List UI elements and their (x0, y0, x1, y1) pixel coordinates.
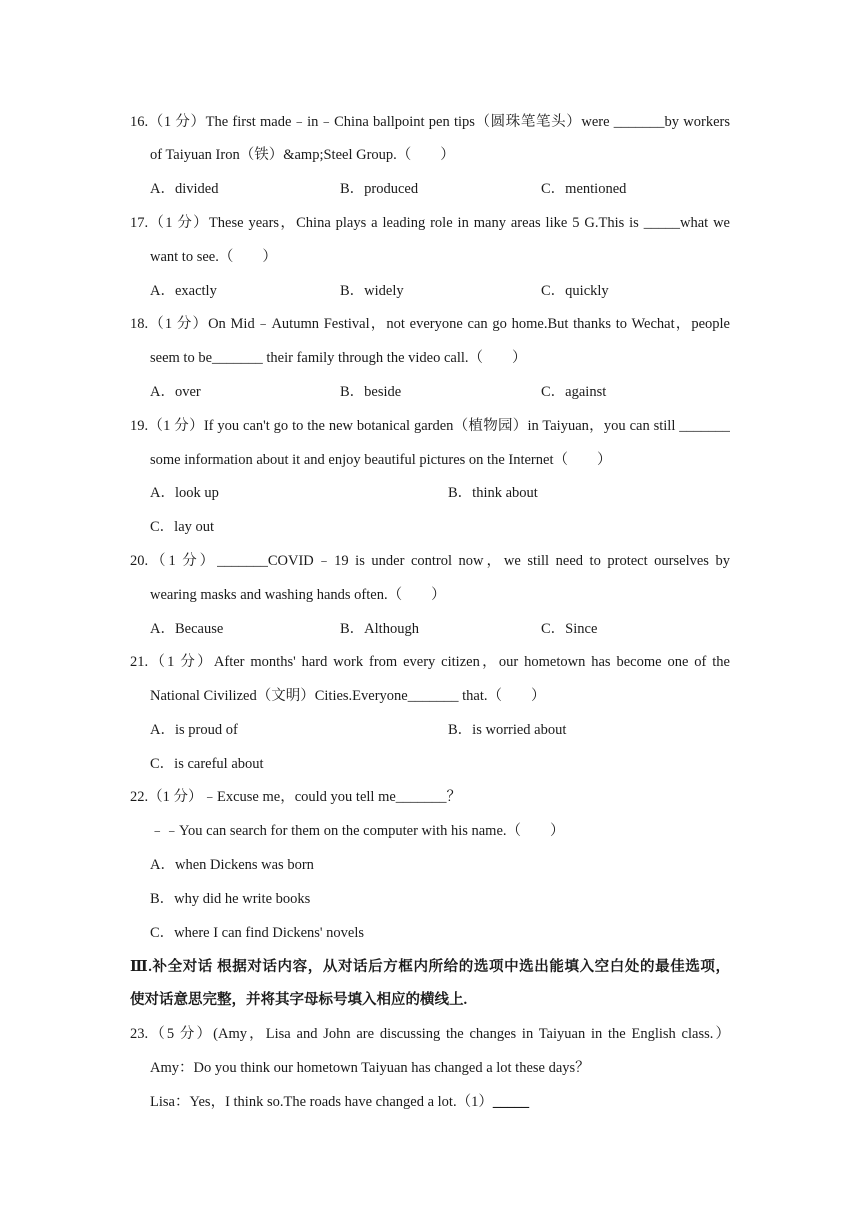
question-21-option-b[interactable]: B．is worried about (448, 722, 567, 738)
section-3-heading: Ⅲ.补全对话 根据对话内容，从对话后方框内所给的选项中选出能填入空白处的最佳选项， (130, 959, 730, 975)
question-17-option-b[interactable]: B．widely (340, 283, 404, 299)
question-21-stem-cont: National Civilized（文明）Cities.Everyone_______ that.（ ） (150, 688, 546, 704)
question-22-option-a[interactable]: A．when Dickens was born (150, 857, 314, 873)
section-3-heading-cont: 使对话意思完整，并将其字母标号填入相应的横线上. (130, 992, 468, 1008)
question-16-stem-cont: of Taiyuan Iron（铁）&amp;Steel Group.（ ） (150, 147, 455, 163)
question-19-stem-cont: some information about it and enjoy beautiful pictures on the Internet（ ） (150, 452, 612, 468)
question-21-stem: 21.（1 分）After months' hard work from every citizen，our hometown has become one of the (130, 654, 730, 670)
question-18-option-c[interactable]: C．against (541, 384, 607, 400)
dialogue-amy-line: Amy：Do you think our hometown Taiyuan has changed a lot these days？ (150, 1060, 590, 1076)
question-22-stem: 22.（1 分）﹣Excuse me，could you tell me_______？ (130, 789, 462, 805)
question-21-option-a[interactable]: A．is proud of (150, 722, 238, 738)
question-23-stem: 23.（5 分）(Amy，Lisa and John are discussing the changes in Taiyuan in the English class.） (130, 1026, 730, 1042)
dialogue-lisa-text: Lisa：Yes，I think so.The roads have changed a lot.（1） (150, 1094, 493, 1110)
question-18-option-a[interactable]: A．over (150, 384, 201, 400)
question-19-option-a[interactable]: A．look up (150, 485, 219, 501)
question-16-option-a[interactable]: A．divided (150, 181, 219, 197)
question-18-stem-cont: seem to be_______ their family through the video call.（ ） (150, 350, 527, 366)
question-17-option-a[interactable]: A．exactly (150, 283, 217, 299)
question-18-stem: 18.（1 分）On Mid﹣Autumn Festival，not everyone can go home.But thanks to Wechat，people (130, 316, 730, 332)
question-20-stem: 20.（1 分）_______COVID﹣19 is under control now，we still need to protect ourselves by (130, 553, 730, 569)
answer-blank-1[interactable]: _____ (492, 1094, 530, 1110)
question-19-option-c[interactable]: C．lay out (150, 519, 215, 535)
question-22-stem-cont: ﹣﹣You can search for them on the computer with his name.（ ） (150, 823, 565, 839)
question-19-option-b[interactable]: B．think about (448, 485, 538, 501)
question-16-option-c[interactable]: C．mentioned (541, 181, 627, 197)
question-18-option-b[interactable]: B．beside (340, 384, 402, 400)
question-19-stem: 19.（1 分）If you can't go to the new botanical garden（植物园）in Taiyuan，you can still _______ (130, 418, 730, 434)
question-22-option-b[interactable]: B．why did he write books (150, 891, 311, 907)
dialogue-lisa-line (150, 1092, 730, 1112)
question-21-option-c[interactable]: C．is careful about (150, 756, 264, 772)
question-17-stem: 17.（1 分）These years，China plays a leading role in many areas like 5 G.This is _____what we (130, 215, 730, 231)
question-17-option-c[interactable]: C．quickly (541, 283, 609, 299)
question-22-option-c[interactable]: C．where I can find Dickens' novels (150, 925, 365, 941)
question-17-stem-cont: want to see.（ ） (150, 249, 277, 265)
question-16-option-b[interactable]: B．produced (340, 181, 419, 197)
question-20-option-c[interactable]: C．Since (541, 621, 598, 637)
question-16-stem: 16.（1 分）The first made﹣in﹣China ballpoint pen tips（圆珠笔笔头）were _______by workers (130, 114, 730, 130)
question-20-option-a[interactable]: A．Because (150, 621, 224, 637)
question-20-option-b[interactable]: B．Although (340, 621, 419, 637)
question-20-stem-cont: wearing masks and washing hands often.（ ） (150, 587, 446, 603)
